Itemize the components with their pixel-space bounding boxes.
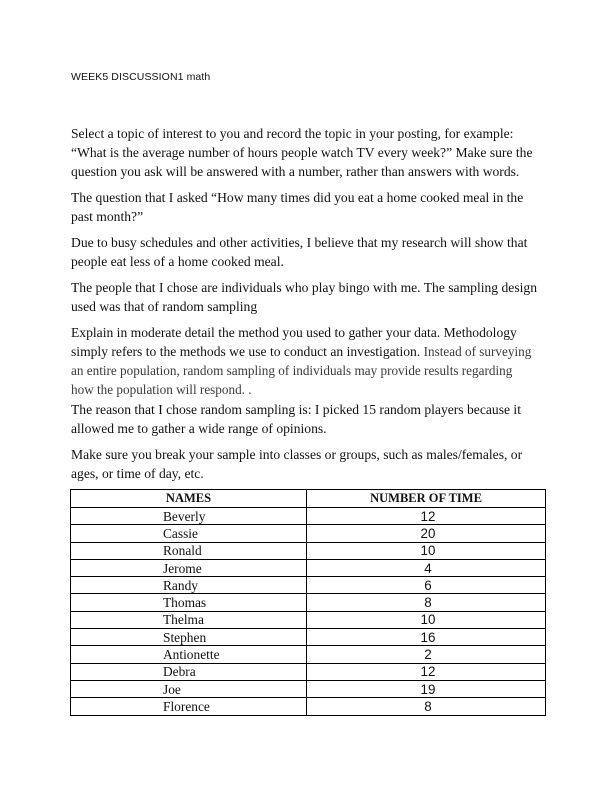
cell-name: Thelma: [71, 611, 307, 628]
table-row: [71, 663, 546, 680]
table-body: [71, 508, 546, 716]
cell-name: Thomas: [71, 594, 307, 611]
paragraph-topic-instructions: [71, 124, 551, 181]
cell-count: 2: [307, 646, 546, 663]
paragraph-line-soft: an entire population, random sampling of individuals may provide results regarding: [71, 363, 513, 378]
cell-count: 16: [307, 629, 546, 646]
paragraph-line: people eat less of a home cooked meal.: [71, 254, 284, 269]
paragraph-line: Explain in moderate detail the method you used to gather your data. Methodology: [71, 325, 517, 340]
table-row: [71, 629, 546, 646]
document-header: WEEK5 DISCUSSION1 math: [71, 71, 211, 83]
paragraph-line: The reason that I chose random sampling is: I picked 15 random players because it: [71, 402, 521, 417]
table-row: [71, 680, 546, 697]
paragraph-line: Due to busy schedules and other activities, I believe that my research will show that: [71, 235, 528, 250]
table-row: [71, 559, 546, 576]
cell-name: Jerome: [71, 559, 307, 576]
table-row: [71, 508, 546, 525]
paragraph-line: allowed me to gather a wide range of opinions.: [71, 421, 327, 436]
paragraph-methodology: [71, 323, 551, 399]
cell-count: 10: [307, 542, 546, 559]
column-header-number-of-time: NUMBER OF TIME: [307, 490, 546, 508]
paragraph-line-soft: Instead of surveying: [423, 344, 532, 359]
cell-name: Debra: [71, 663, 307, 680]
paragraph-sampling-design: [71, 278, 551, 316]
cell-name: Joe: [71, 680, 307, 697]
table-row: [71, 542, 546, 559]
paragraph-line-mixed: [71, 342, 551, 361]
paragraph-reason: [71, 400, 551, 438]
cell-name: Florence: [71, 698, 307, 715]
cell-count: 8: [307, 698, 546, 715]
cell-count: 8: [307, 594, 546, 611]
paragraph-hypothesis: [71, 233, 551, 271]
table-header-row: [71, 490, 546, 508]
cell-count: 12: [307, 663, 546, 680]
table-row: [71, 698, 546, 715]
paragraph-line: “What is the average number of hours people watch TV every week?” Make sure the: [71, 145, 533, 160]
names-count-table: [70, 489, 546, 716]
table-row: [71, 525, 546, 542]
table-row: [71, 611, 546, 628]
table-row: [71, 577, 546, 594]
paragraph-line: past month?”: [71, 209, 144, 224]
column-header-names: NAMES: [71, 490, 307, 508]
paragraph-line: Select a topic of interest to you and record the topic in your posting, for example:: [71, 126, 514, 141]
cell-name: Randy: [71, 577, 307, 594]
cell-name: Stephen: [71, 629, 307, 646]
cell-count: 19: [307, 680, 546, 697]
paragraph-line-soft: how the population will respond. .: [71, 382, 252, 397]
cell-count: 10: [307, 611, 546, 628]
cell-name: Antionette: [71, 646, 307, 663]
cell-name: Ronald: [71, 542, 307, 559]
paragraph-line: question you ask will be answered with a number, rather than answers with words.: [71, 164, 520, 179]
paragraph-line: Make sure you break your sample into classes or groups, such as males/females, or: [71, 447, 523, 462]
paragraph-line: ages, or time of day, etc.: [71, 466, 204, 481]
paragraph-grouping: [71, 445, 551, 483]
paragraph-line-text: simply refers to the methods we use to conduct an investigation.: [71, 344, 421, 359]
paragraph-line: used was that of random sampling: [71, 299, 258, 314]
cell-name: Beverly: [71, 508, 307, 525]
cell-name: Cassie: [71, 525, 307, 542]
paragraph-line: The question that I asked “How many times did you eat a home cooked meal in the: [71, 190, 524, 205]
table-row: [71, 646, 546, 663]
cell-count: 6: [307, 577, 546, 594]
cell-count: 4: [307, 559, 546, 576]
cell-count: 12: [307, 508, 546, 525]
table-row: [71, 594, 546, 611]
cell-count: 20: [307, 525, 546, 542]
paragraph-question: [71, 188, 551, 226]
paragraph-line: The people that I chose are individuals who play bingo with me. The sampling design: [71, 280, 537, 295]
